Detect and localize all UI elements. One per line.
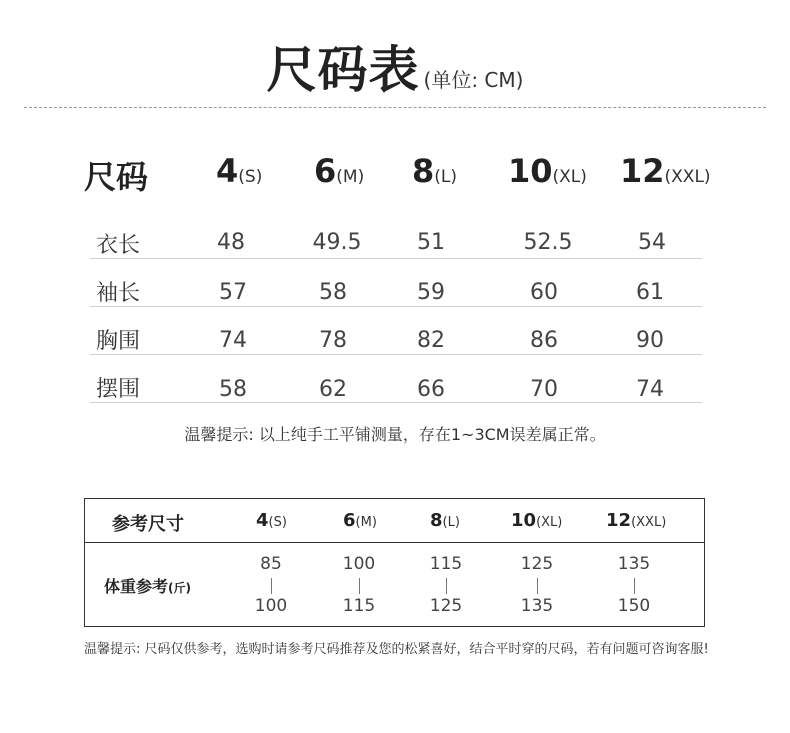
weight-high: 135	[520, 596, 554, 616]
weight-high: 125	[429, 596, 463, 616]
ref-size-header-12: 12(XXL)	[606, 510, 667, 531]
row-label-chest: 胸围	[96, 329, 141, 354]
weight-reference-label: 体重参考(斤)	[104, 577, 191, 596]
table-cell: 59	[417, 280, 445, 305]
table-cell: 60	[530, 280, 558, 305]
table-cell: 49.5	[312, 230, 362, 255]
weight-high: 150	[617, 596, 651, 616]
table-cell: 66	[417, 377, 445, 402]
table-cell: 54	[638, 230, 666, 255]
size-reference-note: 温馨提示: 尺码仅供参考，选购时请参考尺码推荐及您的松紧喜好，结合平时穿的尺码，若有问题可咨询客服!	[84, 642, 709, 657]
row-divider	[90, 258, 702, 259]
weight-low: 85	[260, 554, 282, 574]
range-bar	[634, 578, 635, 594]
size-table-header-label: 尺码	[84, 158, 149, 196]
range-bar	[537, 578, 538, 594]
weight-low: 125	[520, 554, 554, 574]
size-header-6: 6(M)	[314, 152, 365, 190]
row-divider	[90, 306, 702, 307]
row-divider	[90, 354, 702, 355]
dashed-divider	[24, 107, 766, 108]
measurement-note: 温馨提示: 以上纯手工平铺测量，存在1~3CM误差属正常。	[184, 425, 606, 444]
table-cell: 90	[636, 328, 664, 353]
table-cell: 70	[530, 377, 558, 402]
table-cell: 48	[217, 230, 245, 255]
table-cell: 58	[219, 377, 247, 402]
row-label-sleeve: 袖长	[96, 281, 141, 306]
range-bar	[446, 578, 447, 594]
range-bar	[271, 578, 272, 594]
weight-high: 115	[342, 596, 376, 616]
row-divider	[90, 402, 702, 403]
table-cell: 61	[636, 280, 664, 305]
table-cell: 74	[219, 328, 247, 353]
weight-low: 115	[429, 554, 463, 574]
row-label-hem: 摆围	[96, 377, 141, 402]
ref-size-header-8: 8(L)	[430, 510, 460, 531]
title-unit: (单位: CM)	[423, 68, 524, 92]
page-title	[0, 30, 790, 102]
reference-table-divider	[84, 542, 705, 543]
weight-low: 100	[342, 554, 376, 574]
ref-size-header-10: 10(XL)	[511, 510, 563, 531]
table-cell: 74	[636, 377, 664, 402]
ref-size-header-4: 4(S)	[256, 510, 287, 531]
table-cell: 58	[319, 280, 347, 305]
weight-high: 100	[254, 596, 288, 616]
table-cell: 57	[219, 280, 247, 305]
size-header-8: 8(L)	[412, 152, 458, 190]
table-cell: 82	[417, 328, 445, 353]
size-header-12: 12(XXL)	[620, 152, 711, 190]
table-cell: 51	[417, 230, 445, 255]
weight-low: 135	[617, 554, 651, 574]
table-cell: 78	[319, 328, 347, 353]
range-bar	[359, 578, 360, 594]
ref-size-header-6: 6(M)	[343, 510, 377, 531]
size-header-4: 4(S)	[216, 152, 263, 190]
title-text: 尺码表	[266, 41, 420, 99]
table-cell: 52.5	[523, 230, 573, 255]
reference-header-label: 参考尺寸	[112, 514, 184, 535]
row-label-length: 衣长	[96, 233, 141, 258]
size-header-10: 10(XL)	[508, 152, 587, 190]
table-cell: 62	[319, 377, 347, 402]
table-cell: 86	[530, 328, 558, 353]
